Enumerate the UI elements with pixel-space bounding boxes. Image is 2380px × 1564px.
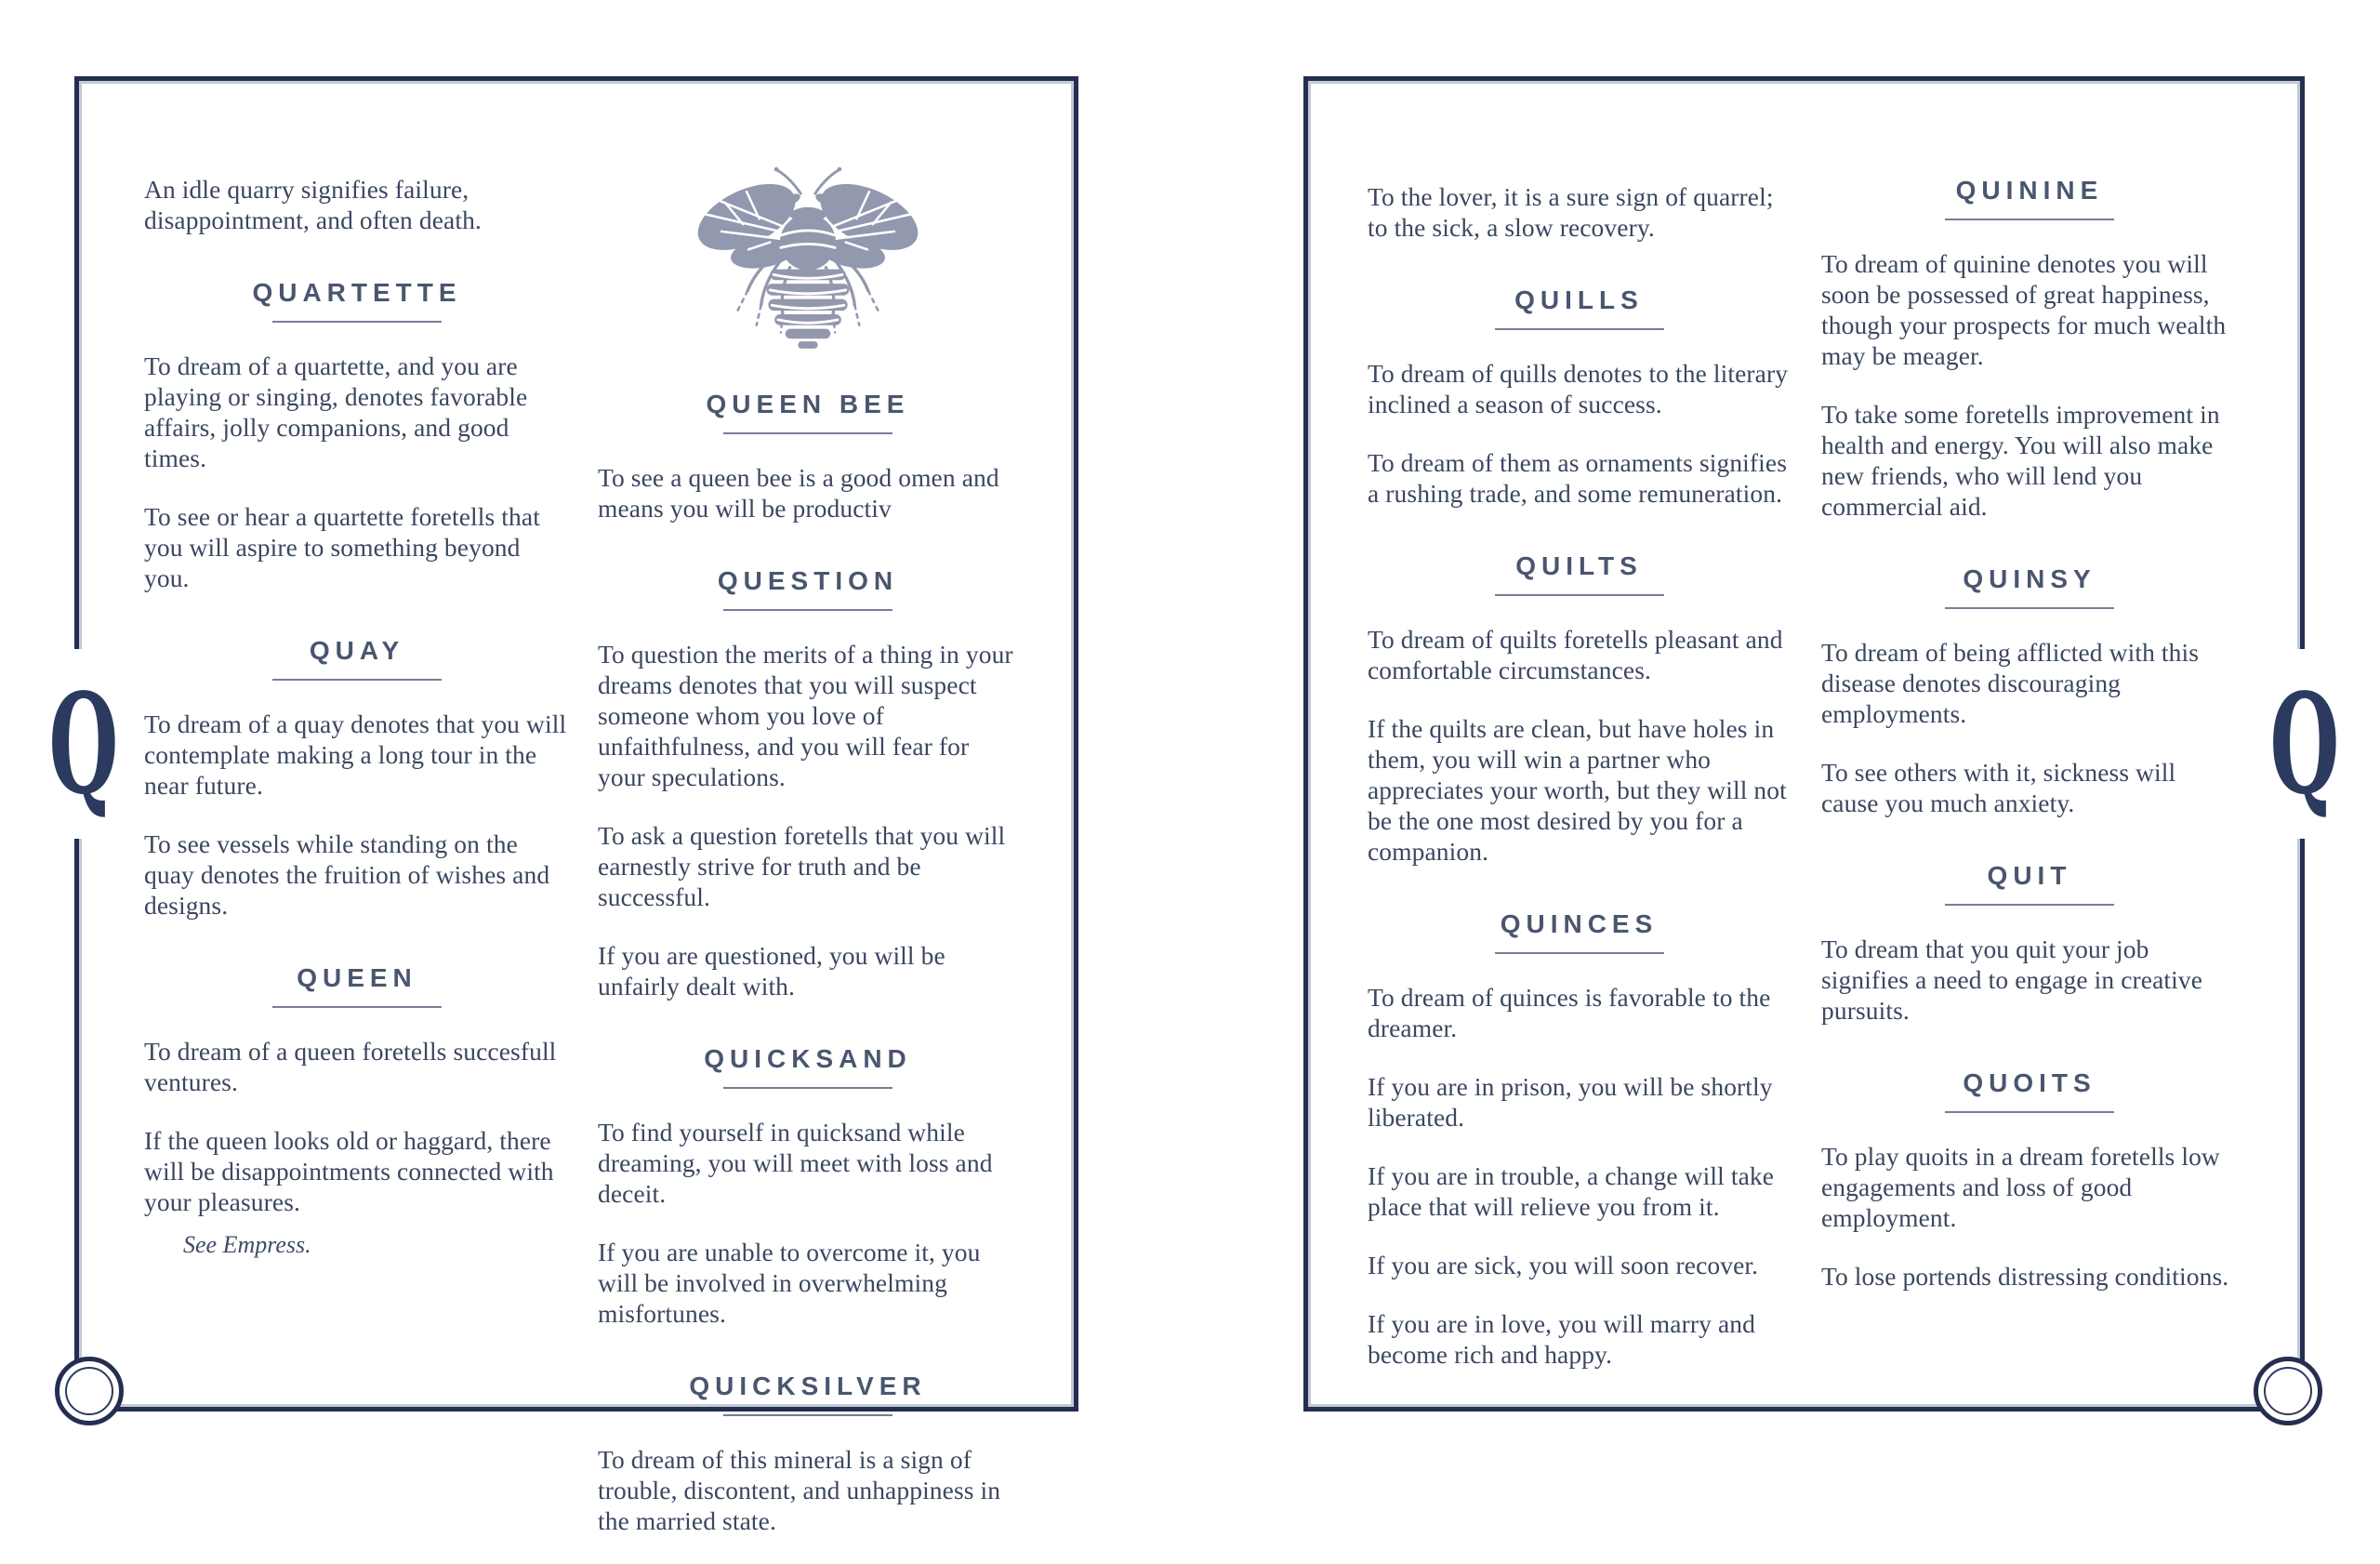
body-paragraph: To dream of quilts foretells pleasant and comfortable circumstances. (1368, 625, 1783, 684)
section-heading (1368, 551, 1791, 596)
corner-ring-inner-circle (2264, 1367, 2312, 1415)
right-page-column-1 (1368, 81, 1791, 1398)
body-paragraph: To dream that you quit your job signifies a need to engage in creative pursuits. (1821, 934, 2203, 1025)
section-heading-label: QUINSY (1963, 564, 2096, 593)
body-paragraph: To find yourself in quicksand while dreaming, you will meet with loss and deceit. (598, 1118, 993, 1208)
body-paragraph: To see or hear a quartette foretells that you will aspire to something beyond you. (144, 502, 540, 592)
section-heading (1368, 285, 1791, 330)
section-heading (144, 963, 570, 1008)
body-paragraph: To dream of a queen foretells succesfull ventures. (144, 1037, 557, 1096)
section-heading-label: QUEEN (297, 963, 417, 992)
section-heading-rule (1945, 607, 2114, 609)
body-paragraph: To the lover, it is a sure sign of quarrel; to the sick, a slow recovery. (1368, 182, 1774, 242)
section-heading (598, 390, 1018, 434)
body-paragraph: If the queen looks old or haggard, there will be disappointments connected with your pleasures. (144, 1126, 554, 1216)
section-heading-label: QUESTION (717, 566, 899, 595)
body-paragraph: To dream of them as ornaments signifies a rushing trade, and some remuneration. (1368, 448, 1788, 508)
section-heading-rule (723, 1087, 892, 1089)
body-paragraph: To see vessels while standing on the quay denotes the fruition of wishes and designs. (144, 829, 550, 920)
section-heading (144, 278, 570, 323)
section-heading (1821, 564, 2238, 609)
section-heading-rule (272, 679, 442, 681)
body-paragraph: If you are sick, you will soon recover. (1368, 1251, 1759, 1279)
section-heading (1368, 909, 1791, 954)
body-paragraph: To dream of this mineral is a sign of trouble, discontent, and unhappiness in the married state. (598, 1445, 1001, 1535)
body-paragraph: To lose portends distressing conditions. (1821, 1262, 2229, 1291)
queen-bee-illustration (691, 163, 925, 352)
cross-reference: See Empress. (183, 1231, 311, 1258)
section-heading-rule (723, 1414, 892, 1416)
body-paragraph: If you are unable to overcome it, you will be involved in overwhelming misfortunes. (598, 1238, 981, 1328)
body-paragraph: To dream of being afflicted with this disease denotes discouraging employments. (1821, 638, 2200, 728)
body-paragraph: To dream of a quartette, and you are playing or singing, denotes favorable affairs, jolly companions, and good times. (144, 351, 528, 472)
section-heading-label: QUARTETTE (252, 278, 462, 307)
section-heading-label: QUILLS (1514, 285, 1644, 314)
drop-cap-letter: Q (2269, 663, 2340, 825)
body-paragraph: If you are in love, you will marry and become rich and happy. (1368, 1309, 1755, 1369)
right-page-column-2 (1821, 81, 2238, 1319)
body-paragraph: To dream of a quay denotes that you will contemplate making a long tour in the near future. (144, 709, 567, 800)
body-paragraph: To see others with it, sickness will cause you much anxiety. (1821, 758, 2176, 817)
section-heading-label: QUICKSILVER (689, 1372, 927, 1400)
body-paragraph: To take some foretells improvement in health and energy. You will also make new friends, who will lend you commercial aid. (1821, 400, 2220, 521)
section-heading-rule (723, 432, 892, 434)
drop-cap-left (27, 649, 131, 839)
body-paragraph: If you are in trouble, a change will take place that will relieve you from it. (1368, 1161, 1775, 1221)
section-heading-rule (272, 1006, 442, 1008)
section-heading (598, 1044, 1018, 1089)
section-heading-rule (1495, 328, 1664, 330)
section-heading-rule (1945, 904, 2114, 906)
left-page (48, 76, 1078, 1535)
section-heading-rule (1945, 1111, 2114, 1113)
section-heading (1821, 1068, 2238, 1113)
body-paragraph: To dream of quills denotes to the literary inclined a season of success. (1368, 359, 1789, 418)
queen-bee-icon (691, 163, 925, 352)
section-heading (1821, 861, 2238, 906)
body-paragraph: If you are questioned, you will be unfairly dealt with. (598, 941, 945, 1001)
drop-cap-right (2248, 649, 2352, 839)
section-heading (144, 636, 570, 681)
section-heading-rule (1945, 219, 2114, 220)
corner-ring-ornament-left (55, 1357, 124, 1425)
section-heading-rule (1495, 952, 1664, 954)
corner-ring-ornament-right (2254, 1357, 2322, 1425)
section-heading-rule (723, 609, 892, 611)
section-heading-label: QUIT (1987, 861, 2072, 890)
body-paragraph: If you are in prison, you will be shortly liberated. (1368, 1072, 1773, 1132)
drop-cap-letter: Q (48, 663, 119, 825)
section-heading (1821, 176, 2238, 220)
section-heading-label: QUEEN BEE (706, 390, 910, 418)
section-heading-label: QUININE (1955, 176, 2104, 205)
body-paragraph: An idle quarry signifies failure, disappointment, and often death. (144, 175, 482, 234)
body-paragraph: If the quilts are clean, but have holes in them, you will win a partner who appreciates your worth, but they will not be the one most desired by you for a companion. (1368, 714, 1787, 866)
body-paragraph: To ask a question foretells that you will earnestly strive for truth and be successful. (598, 821, 1006, 911)
body-paragraph: To see a queen bee is a good omen and means you will be productiv (598, 463, 999, 523)
section-heading (598, 566, 1018, 611)
section-heading-label: QUINCES (1500, 909, 1659, 938)
right-page (1303, 76, 2340, 1412)
left-page-column-1 (144, 81, 570, 1288)
body-paragraph: To play quoits in a dream foretells low engagements and loss of good employment. (1821, 1142, 2220, 1232)
section-heading-label: QUAY (309, 636, 405, 665)
section-heading-rule (1495, 594, 1664, 596)
body-paragraph: To dream of quinces is favorable to the dreamer. (1368, 983, 1771, 1042)
section-heading-rule (272, 321, 442, 323)
left-page-column-2 (598, 81, 1018, 1564)
body-paragraph: To dream of quinine denotes you will soon be possessed of great happiness, though your prospects for much wealth may be meager. (1821, 249, 2227, 370)
corner-ring-inner-circle (65, 1367, 113, 1415)
section-heading-label: QUILTS (1515, 551, 1643, 580)
section-heading-label: QUOITS (1963, 1068, 2096, 1097)
body-paragraph: To question the merits of a thing in your dreams denotes that you will suspect someone whom you love of unfaithfulness, and you will fear for your speculations. (598, 640, 1013, 791)
section-heading (598, 1372, 1018, 1416)
section-heading-label: QUICKSAND (704, 1044, 912, 1073)
